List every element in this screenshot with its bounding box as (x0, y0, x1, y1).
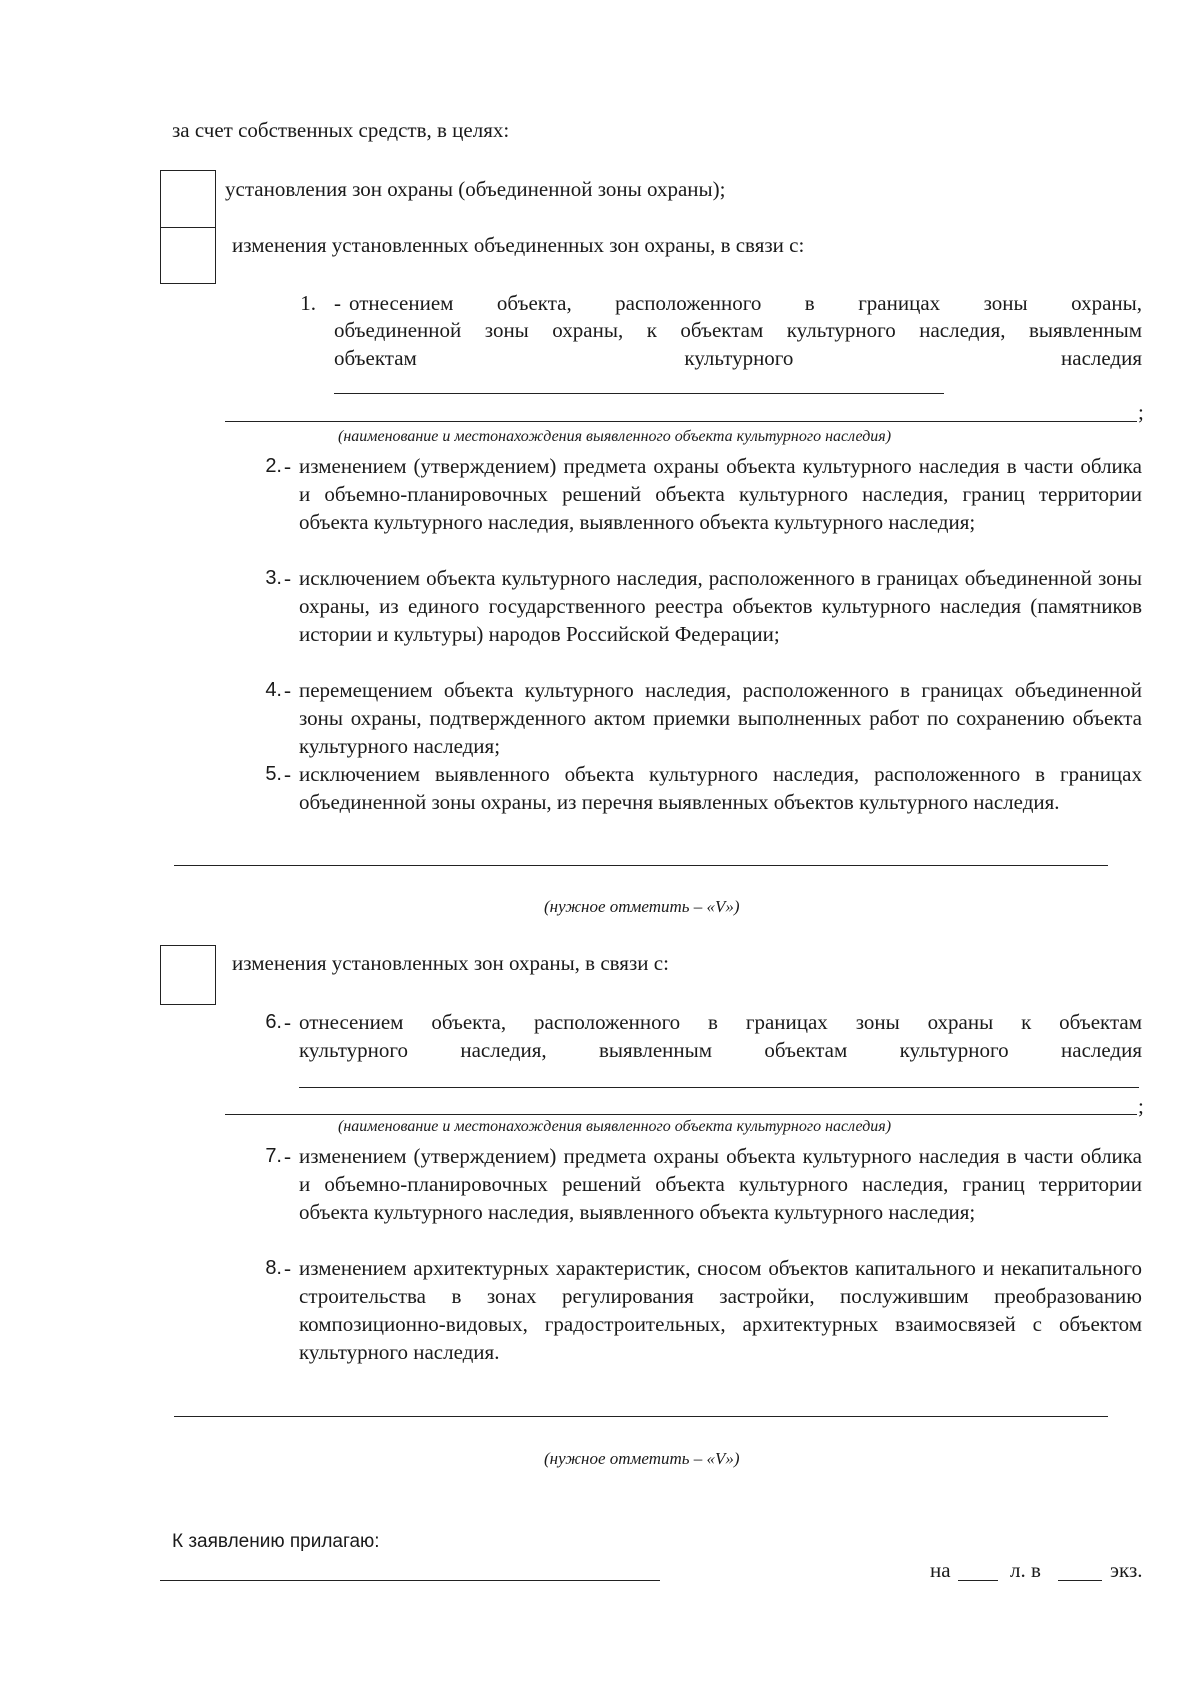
item-6-line-b: культурного наследия, выявленным объектам культурного наследия (299, 1038, 1142, 1062)
item-3-dash: - (284, 566, 291, 590)
item-1-name-field-line[interactable] (334, 393, 944, 394)
item-7-text: изменением (утверждением) предмета охраны объекта культурного наследия в части облика и объемно-планировочных решений объекта культурного наследия, границ территории объекта культурного наследия, выявленного объекта культурного наследия; (299, 1144, 1142, 1224)
item-8-dash: - (284, 1256, 291, 1280)
option-establish-zones-label: установления зон охраны (объединенной зоны охраны); (225, 177, 726, 201)
item-1-number: 1. (300, 291, 316, 315)
separator-line-1 (174, 865, 1108, 866)
item-2-text: изменением (утверждением) предмета охраны объекта культурного наследия в части облика и объемно-планировочных решений объекта культурного наследия, границ территории объекта культурного наследия, выявленного объекта культурного наследия; (299, 454, 1142, 534)
item-4-number: 4. (265, 679, 282, 701)
attachments-label: К заявлению прилагаю: (172, 1531, 380, 1552)
item-1-line-b: объединенной зоны охраны, к объектам культурного наследия, выявленным (334, 318, 1142, 342)
checkbox-change-zones[interactable] (160, 945, 216, 1005)
item-1-location-field-line[interactable] (225, 421, 1137, 422)
item-5-text: исключением выявленного объекта культурного наследия, расположенного в границах объединенной зоны охраны, из перечня выявленных объектов культурного наследия. (299, 762, 1142, 814)
copies-label: экз. (1110, 1558, 1143, 1582)
item-4-text: перемещением объекта культурного наследия, расположенного в границах объединенной зоны охраны, подтвержденного актом приемки выполненных работ по сохранению объекта культурного наследия; (299, 678, 1142, 758)
item-7-dash: - (284, 1144, 291, 1168)
item-2-dash: - (284, 454, 291, 478)
mark-hint-1: (нужное отметить – «V») (544, 897, 740, 916)
item-5-number: 5. (265, 763, 282, 785)
separator-line-2 (174, 1416, 1108, 1417)
attachments-on-label: на (930, 1558, 951, 1582)
checkbox-change-joint-zones[interactable] (160, 227, 216, 284)
item-8-number: 8. (265, 1257, 282, 1279)
intro-text: за счет собственных средств, в целях: (172, 118, 510, 142)
attachments-field-line[interactable] (160, 1580, 660, 1581)
item-6-semicolon: ; (1138, 1094, 1144, 1118)
item-1-line-a: отнесением объекта, расположенного в границах зоны охраны, (349, 291, 1142, 315)
caption-object-name-1: (наименование и местонахождения выявленного объекта культурного наследия) (338, 428, 892, 445)
item-6-line-a: отнесением объекта, расположенного в границах зоны охраны к объектам (299, 1010, 1142, 1034)
item-2-number: 2. (265, 455, 282, 477)
checkbox-establish-zones[interactable] (160, 170, 216, 228)
item-6-dash: - (284, 1010, 291, 1034)
item-7-number: 7. (265, 1145, 282, 1167)
item-3-text: исключением объекта культурного наследия, расположенного в границах объединенной зоны охраны, из единого государственного реестра объектов культурного наследия (памятников истории и культуры) народов Российской Федерации; (299, 566, 1142, 646)
item-6-name-field-line[interactable] (299, 1087, 1139, 1088)
item-1-dash: - (334, 291, 341, 315)
caption-object-name-2: (наименование и местонахождения выявленного объекта культурного наследия) (338, 1118, 892, 1135)
mark-hint-2: (нужное отметить – «V») (544, 1449, 740, 1468)
item-4-dash: - (284, 678, 291, 702)
item-6-location-field-line[interactable] (225, 1114, 1137, 1115)
option-change-joint-zones-label: изменения установленных объединенных зон охраны, в связи с: (232, 233, 805, 257)
copies-count-field[interactable] (1058, 1580, 1102, 1581)
item-3-number: 3. (265, 567, 282, 589)
item-8-text: изменением архитектурных характеристик, сносом объектов капитального и некапитального строительства в зонах регулирования застройки, послужившим преобразованию композиционно-видовых, градостроительных, архитектурных взаимосвязей с объектом культурного наследия. (299, 1256, 1142, 1364)
item-5-dash: - (284, 762, 291, 786)
sheets-label: л. в (1010, 1558, 1041, 1582)
item-1-line-c: объектам культурного наследия (334, 346, 1142, 370)
sheets-count-field[interactable] (958, 1580, 998, 1581)
option-change-zones-label: изменения установленных зон охраны, в связи с: (232, 951, 669, 975)
item-1-semicolon: ; (1138, 400, 1144, 424)
item-6-number: 6. (265, 1011, 282, 1033)
